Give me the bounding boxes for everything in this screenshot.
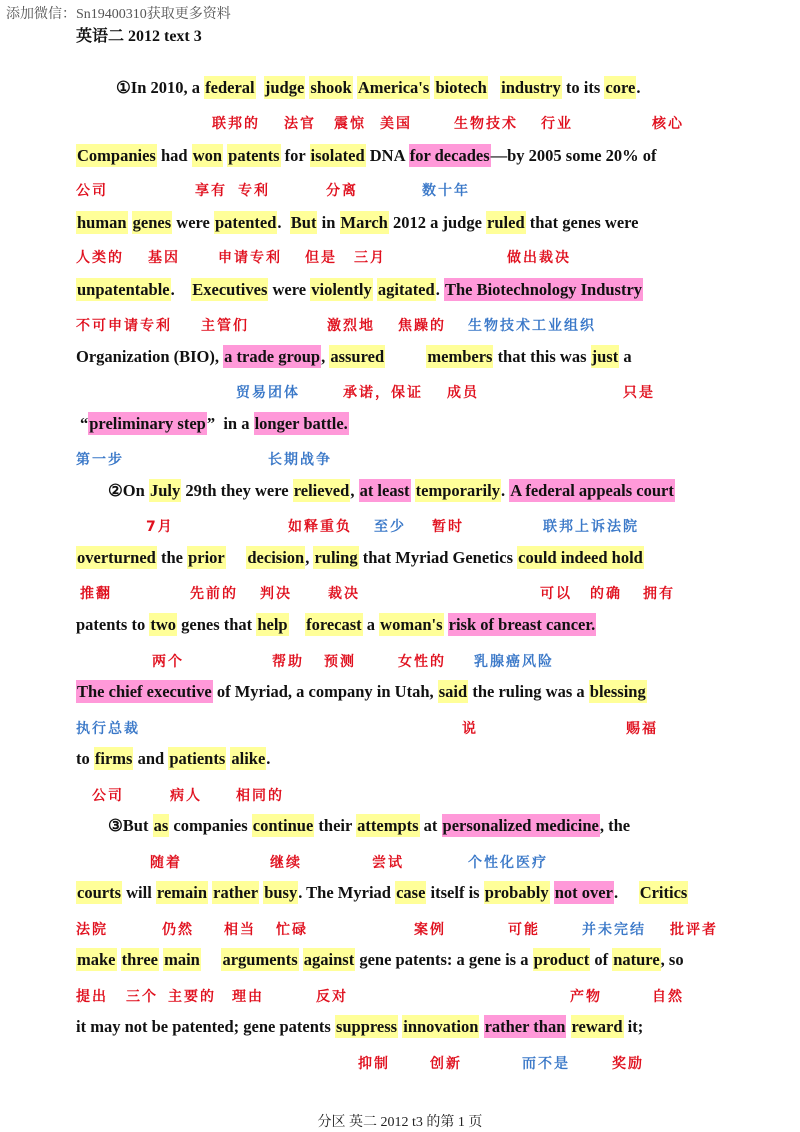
text-segment: . The Myriad: [298, 883, 396, 902]
highlighted-word: federal: [205, 78, 255, 97]
text-segment: to: [76, 749, 94, 768]
gloss-translation: 产物: [570, 989, 602, 1005]
text-segment: DNA: [365, 146, 409, 165]
text-segment: were: [268, 280, 311, 299]
gloss-translation: 理由: [232, 989, 264, 1005]
text-line: [116, 74, 640, 102]
gloss-translation: 可以: [540, 586, 572, 602]
highlighted-word: forecast: [306, 615, 362, 634]
gloss-translation: 并未完结: [582, 922, 646, 938]
gloss-translation: 生物技术: [454, 116, 518, 132]
text-line: [76, 678, 647, 706]
highlighted-word: But: [290, 213, 317, 232]
text-segment: companies: [169, 816, 252, 835]
text-segment: ①In 2010, a: [116, 78, 205, 97]
gloss-translation: 先前的: [190, 586, 238, 602]
highlighted-word: relieved: [293, 481, 350, 500]
highlighted-word: attempts: [357, 816, 419, 835]
highlighted-word: case: [396, 883, 426, 902]
gloss-translation: 三个: [126, 989, 158, 1005]
gloss-translation: 继续: [270, 855, 302, 871]
text-line: [76, 142, 657, 170]
highlighted-word: judge: [264, 78, 305, 97]
text-segment: the ruling was a: [468, 682, 589, 701]
text-segment: Organization (BIO),: [76, 347, 224, 366]
text-segment: , the: [599, 816, 631, 835]
text-segment: .: [435, 280, 444, 299]
highlighted-word: could indeed hold: [518, 548, 643, 567]
gloss-translation: 裁决: [328, 586, 360, 602]
text-segment: ” in a: [206, 414, 254, 433]
text-segment: genes that: [177, 615, 257, 634]
highlighted-word: probably: [484, 883, 549, 902]
gloss-translation: 案例: [414, 922, 446, 938]
gloss-translation: 基因: [148, 250, 180, 266]
gloss-translation: 相同的: [236, 788, 284, 804]
text-segment: of Myriad, a company in Utah,: [212, 682, 438, 701]
text-segment: .: [170, 280, 192, 299]
highlighted-word: isolated: [310, 146, 365, 165]
highlighted-word: unpatentable: [77, 280, 170, 299]
highlighted-word: assured: [330, 347, 385, 366]
gloss-translation: 女性的: [398, 654, 446, 670]
gloss-translation: 主要的: [168, 989, 216, 1005]
highlighted-word: make: [77, 950, 116, 969]
gloss-translation: 抑制: [358, 1056, 390, 1072]
text-segment: will: [122, 883, 156, 902]
text-line: [76, 544, 644, 572]
text-segment: [385, 347, 426, 366]
text-line: [76, 745, 270, 773]
highlighted-word: biotech: [435, 78, 487, 97]
gloss-translation: 执行总裁: [76, 721, 140, 737]
text-line: [76, 611, 596, 639]
highlighted-word: shook: [310, 78, 352, 97]
text-segment: 29th they were: [181, 481, 293, 500]
highlighted-word: Critics: [639, 883, 688, 902]
gloss-translation: 只是: [623, 385, 655, 401]
text-segment: ,: [350, 481, 359, 500]
highlighted-word: genes: [132, 213, 172, 232]
page-title: 英语二 2012 text 3: [76, 28, 202, 45]
highlighted-word: not over: [554, 883, 613, 902]
highlighted-word: woman's: [380, 615, 443, 634]
gloss-translation: 创新: [430, 1056, 462, 1072]
highlighted-word: longer battle.: [254, 414, 348, 433]
text-segment: [226, 548, 247, 567]
text-line: [108, 477, 675, 505]
text-segment: .: [266, 749, 271, 768]
text-line: [76, 276, 643, 304]
text-segment: [256, 78, 264, 97]
text-segment: [566, 1017, 570, 1036]
highlighted-word: help: [257, 615, 288, 634]
highlighted-word: suppress: [335, 1017, 398, 1036]
gloss-translation: 预测: [324, 654, 356, 670]
text-segment: it may not be patented; gene patents: [76, 1017, 335, 1036]
highlighted-word: three: [121, 950, 158, 969]
text-line: [108, 812, 630, 840]
text-segment: [479, 1017, 483, 1036]
highlighted-word: firms: [94, 749, 133, 768]
text-segment: 2012 a judge: [388, 213, 487, 232]
highlighted-word: risk of breast cancer.: [448, 615, 596, 634]
gloss-translation: 赐福: [626, 721, 658, 737]
text-segment: of: [590, 950, 613, 969]
page-footer: 分区 英二 2012 t3 的第 1 页: [317, 1115, 483, 1130]
gloss-translation: 专利: [238, 183, 270, 199]
gloss-translation: 公司: [76, 183, 108, 199]
gloss-translation: 自然: [652, 989, 684, 1005]
highlighted-word: America's: [357, 78, 430, 97]
highlighted-word: main: [164, 950, 200, 969]
text-segment: ②On: [108, 481, 149, 500]
highlighted-word: remain: [156, 883, 208, 902]
text-segment: [201, 950, 222, 969]
text-segment: [488, 78, 500, 97]
gloss-translation: 核心: [652, 116, 684, 132]
highlighted-word: agitated: [377, 280, 435, 299]
gloss-translation: 病人: [170, 788, 202, 804]
text-segment: gene patents: a gene is a: [355, 950, 533, 969]
highlighted-word: rather: [213, 883, 259, 902]
highlighted-word: for decades: [409, 146, 490, 165]
text-segment: that genes were: [525, 213, 639, 232]
highlighted-word: personalized medicine: [442, 816, 599, 835]
gloss-translation: 说: [462, 721, 478, 737]
gloss-translation: 推翻: [80, 586, 112, 602]
highlighted-word: at least: [359, 481, 410, 500]
highlighted-word: just: [591, 347, 619, 366]
highlighted-word: arguments: [222, 950, 298, 969]
gloss-translation: 行业: [541, 116, 573, 132]
text-segment: in: [317, 213, 340, 232]
highlighted-word: prior: [188, 548, 225, 567]
highlighted-word: human: [77, 213, 127, 232]
text-segment: , so: [660, 950, 684, 969]
highlighted-word: members: [427, 347, 493, 366]
gloss-translation: 反对: [316, 989, 348, 1005]
gloss-translation: 做出裁决: [507, 250, 571, 266]
gloss-translation: 判决: [260, 586, 292, 602]
text-segment: for: [280, 146, 310, 165]
gloss-translation: 两个: [152, 654, 184, 670]
text-segment: had: [156, 146, 192, 165]
text-line: [76, 343, 632, 371]
text-segment: and: [133, 749, 169, 768]
gloss-translation: 长期战争: [268, 452, 332, 468]
gloss-translation: 但是: [305, 250, 337, 266]
highlighted-word: won: [192, 146, 223, 165]
text-segment: the: [156, 548, 188, 567]
highlighted-word: Executives: [192, 280, 268, 299]
gloss-translation: 仍然: [162, 922, 194, 938]
gloss-translation: 法院: [76, 922, 108, 938]
gloss-translation: 联邦的: [212, 116, 260, 132]
gloss-translation: 成员: [447, 385, 479, 401]
highlighted-word: two: [150, 615, 177, 634]
gloss-translation: 帮助: [272, 654, 304, 670]
gloss-translation: 忙碌: [276, 922, 308, 938]
gloss-translation: 奖励: [612, 1056, 644, 1072]
text-line: [76, 946, 684, 974]
gloss-translation: 随着: [150, 855, 182, 871]
text-segment: patents to: [76, 615, 150, 634]
highlighted-word: overturned: [77, 548, 156, 567]
gloss-translation: 暂时: [432, 519, 464, 535]
text-segment: —by 2005 some 20% of: [490, 146, 657, 165]
highlighted-word: preliminary step: [89, 414, 206, 433]
gloss-translation: 申请专利: [218, 250, 282, 266]
text-segment: .: [277, 213, 290, 232]
text-segment: .: [613, 883, 639, 902]
gloss-translation: 批评者: [670, 922, 718, 938]
gloss-translation: 美国: [380, 116, 412, 132]
highlighted-word: decision: [247, 548, 305, 567]
text-segment: at: [419, 816, 442, 835]
highlighted-word: a trade group: [224, 347, 321, 366]
gloss-translation: 第一步: [76, 452, 124, 468]
gloss-translation: 联邦上诉法院: [543, 519, 639, 535]
gloss-translation: 三月: [354, 250, 386, 266]
gloss-translation: 生物技术工业组织: [468, 318, 596, 334]
text-segment: that this was: [493, 347, 591, 366]
gloss-translation: 的确: [590, 586, 622, 602]
gloss-translation: 震惊: [334, 116, 366, 132]
text-segment: itself is: [426, 883, 484, 902]
highlighted-word: The Biotechnology Industry: [444, 280, 643, 299]
text-segment: “: [80, 414, 89, 433]
text-segment: [117, 950, 121, 969]
gloss-translation: 尝试: [372, 855, 404, 871]
gloss-translation: 享有: [195, 183, 227, 199]
text-line: [76, 209, 639, 237]
text-segment: ,: [305, 548, 314, 567]
highlighted-word: as: [153, 816, 169, 835]
highlighted-word: ruled: [487, 213, 525, 232]
highlighted-word: violently: [311, 280, 372, 299]
gloss-translation: 法官: [284, 116, 316, 132]
gloss-translation: 提出: [76, 989, 108, 1005]
highlighted-word: patents: [228, 146, 280, 165]
text-segment: were: [172, 213, 214, 232]
text-segment: a: [362, 615, 380, 634]
gloss-translation: 拥有: [643, 586, 675, 602]
highlighted-word: busy: [264, 883, 298, 902]
gloss-translation: 而不是: [522, 1056, 570, 1072]
highlighted-word: continue: [252, 816, 314, 835]
highlighted-word: A federal appeals court: [510, 481, 674, 500]
text-line: [80, 410, 349, 438]
highlighted-word: March: [340, 213, 388, 232]
text-segment: their: [314, 816, 357, 835]
gloss-translation: 数十年: [422, 183, 470, 199]
highlighted-word: temporarily: [415, 481, 500, 500]
text-segment: a: [619, 347, 632, 366]
text-segment: it;: [623, 1017, 644, 1036]
gloss-translation: 分离: [326, 183, 358, 199]
highlighted-word: innovation: [403, 1017, 479, 1036]
highlighted-word: rather than: [484, 1017, 566, 1036]
highlighted-word: nature: [613, 950, 660, 969]
text-segment: to its: [561, 78, 605, 97]
highlighted-word: Companies: [77, 146, 156, 165]
text-segment: .: [500, 481, 510, 500]
gloss-translation: 可能: [508, 922, 540, 938]
highlighted-word: said: [438, 682, 468, 701]
highlighted-word: patients: [169, 749, 226, 768]
gloss-translation: 如释重负: [288, 519, 352, 535]
highlighted-word: courts: [77, 883, 121, 902]
highlighted-word: July: [149, 481, 181, 500]
gloss-translation: 不可申请专利: [76, 318, 172, 334]
text-segment: .: [636, 78, 641, 97]
text-segment: ,: [321, 347, 330, 366]
text-segment: that Myriad Genetics: [358, 548, 518, 567]
text-line: [76, 879, 688, 907]
highlighted-word: blessing: [589, 682, 646, 701]
gloss-translation: 至少: [374, 519, 406, 535]
gloss-translation: 焦躁的: [398, 318, 446, 334]
highlighted-word: patented: [215, 213, 277, 232]
gloss-translation: 相当: [224, 922, 256, 938]
highlighted-word: alike: [231, 749, 266, 768]
text-segment: [289, 615, 306, 634]
highlighted-word: The chief executive: [77, 682, 212, 701]
text-line: [76, 1013, 643, 1041]
gloss-translation: 激烈地: [327, 318, 375, 334]
highlighted-word: product: [533, 950, 590, 969]
watermark: 添加微信：Sn19400310获取更多资料: [6, 7, 231, 22]
gloss-translation: 贸易团体: [236, 385, 300, 401]
text-segment: ③But: [108, 816, 153, 835]
highlighted-word: reward: [571, 1017, 623, 1036]
gloss-translation: 人类的: [76, 250, 124, 266]
highlighted-word: industry: [501, 78, 561, 97]
gloss-translation: 主管们: [201, 318, 249, 334]
gloss-translation: 承诺，保证: [343, 385, 423, 401]
gloss-translation: 公司: [92, 788, 124, 804]
gloss-translation: 7月: [146, 519, 174, 535]
highlighted-word: core: [605, 78, 636, 97]
gloss-translation: 乳腺癌风险: [474, 654, 554, 670]
highlighted-word: ruling: [314, 548, 358, 567]
gloss-translation: 个性化医疗: [468, 855, 548, 871]
highlighted-word: against: [303, 950, 355, 969]
